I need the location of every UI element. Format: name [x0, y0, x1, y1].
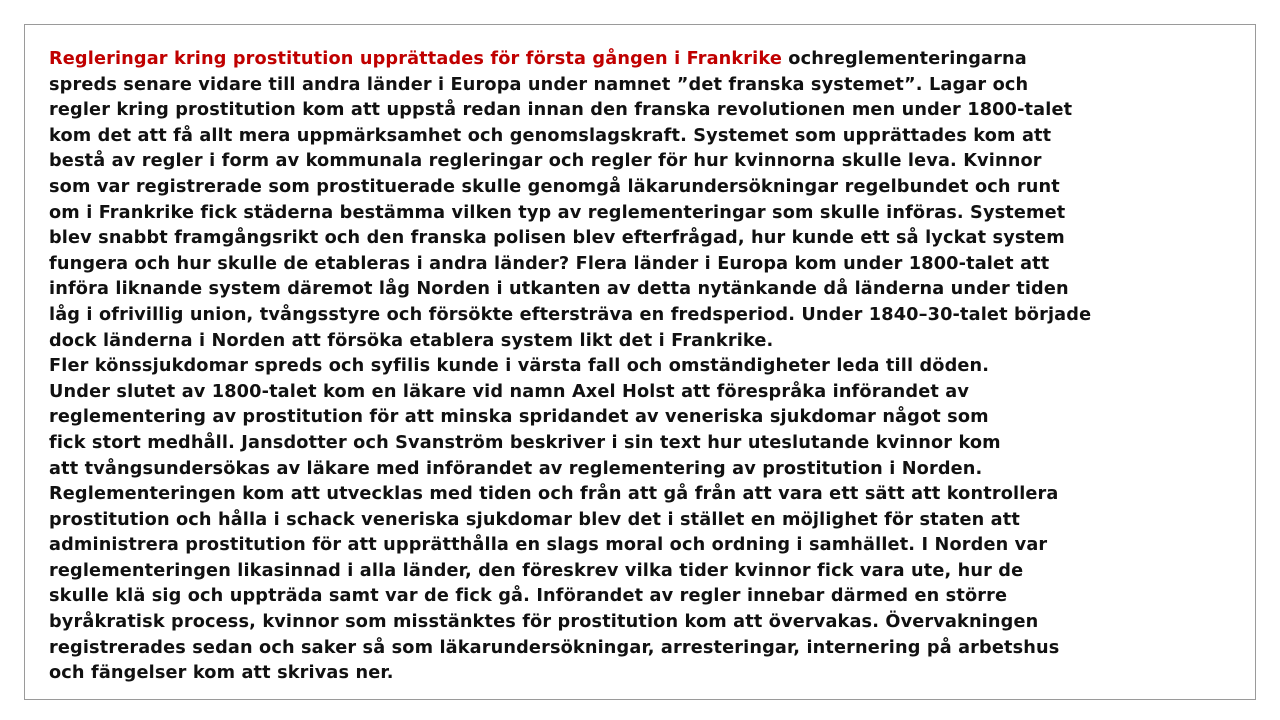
- text-line: fick stort medhåll. Jansdotter och Svanström beskriver i sin text hur uteslutande kvinnor kom: [49, 432, 1001, 453]
- text-line: som var registrerade som prostituerade skulle genomgå läkarundersökningar regelbundet och runt: [49, 176, 1060, 197]
- text-line: reglementeringen likasinnad i alla länder, den föreskrev vilka tider kvinnor fick vara ute, hur de: [49, 560, 1024, 581]
- text-line: att tvångsundersökas av läkare med införandet av reglementering av prostitution i Norden.: [49, 458, 983, 479]
- text-line: om i Frankrike fick städerna bestämma vilken typ av reglementeringar som skulle införas. Systemet: [49, 202, 1066, 223]
- text-line: byråkratisk process, kvinnor som misstänktes för prostitution kom att övervakas. Övervakningen: [49, 612, 1039, 633]
- text-line: införa liknande system däremot låg Norden i utkanten av detta nytänkande då länderna under tiden: [49, 279, 1069, 300]
- text-line: regler kring prostitution kom att uppstå redan innan den franska revolutionen men under 1800-talet: [49, 100, 1073, 121]
- text-line: reglementering av prostitution för att minska spridandet av veneriska sjukdomar något som: [49, 407, 989, 428]
- text-line: dock länderna i Norden att försöka etablera system likt det i Frankrike.: [49, 330, 774, 351]
- text-line: skulle klä sig och uppträda samt var de fick gå. Införandet av regler innebar därmed en större: [49, 586, 1008, 607]
- text-line: blev snabbt framgångsrikt och den franska polisen blev efterfrågad, hur kunde ett så lyckat system: [49, 228, 1065, 249]
- text-line: fungera och hur skulle de etableras i andra länder? Flera länder i Europa kom under 1800-talet att: [49, 253, 1050, 274]
- text-line: bestå av regler i form av kommunala regleringar och regler för hur kvinnorna skulle leva. Kvinnor: [49, 151, 1042, 172]
- text-line: Fler könssjukdomar spreds och syfilis kunde i värsta fall och omständigheter leda till döden.: [49, 356, 990, 377]
- text-line: prostitution och hålla i schack veneriska sjukdomar blev det i stället en möjlighet för staten att: [49, 509, 1020, 530]
- text-line: låg i ofrivillig union, tvångsstyre och försökte eftersträva en fredsperiod. Under 1840–30-talet började: [49, 304, 1092, 325]
- text-line: och fängelser kom att skrivas ner.: [49, 663, 394, 684]
- text-line: [49, 47, 1249, 73]
- highlighted-heading-text: Regleringar kring prostitution upprättades för första gången i Frankrike: [49, 49, 782, 69]
- text-line-continuation: ochreglementeringarna: [781, 49, 1027, 69]
- slide-frame: [24, 24, 1256, 700]
- slide-text-block: [49, 47, 1249, 687]
- text-line: Under slutet av 1800-talet kom en läkare vid namn Axel Holst att förespråka införandet av: [49, 381, 970, 402]
- text-line: registrerades sedan och saker så som läkarundersökningar, arresteringar, internering på arbetshus: [49, 637, 1060, 658]
- text-line: administrera prostitution för att upprätthålla en slags moral och ordning i samhället. I Norden var: [49, 535, 1048, 556]
- text-line: spreds senare vidare till andra länder i Europa under namnet ”det franska systemet”. Lagar och: [49, 74, 1029, 95]
- text-line: kom det att få allt mera uppmärksamhet och genomslagskraft. Systemet som upprättades kom att: [49, 125, 1052, 146]
- text-line: Reglementeringen kom att utvecklas med tiden och från att gå från att vara ett sätt att kontrollera: [49, 484, 1059, 505]
